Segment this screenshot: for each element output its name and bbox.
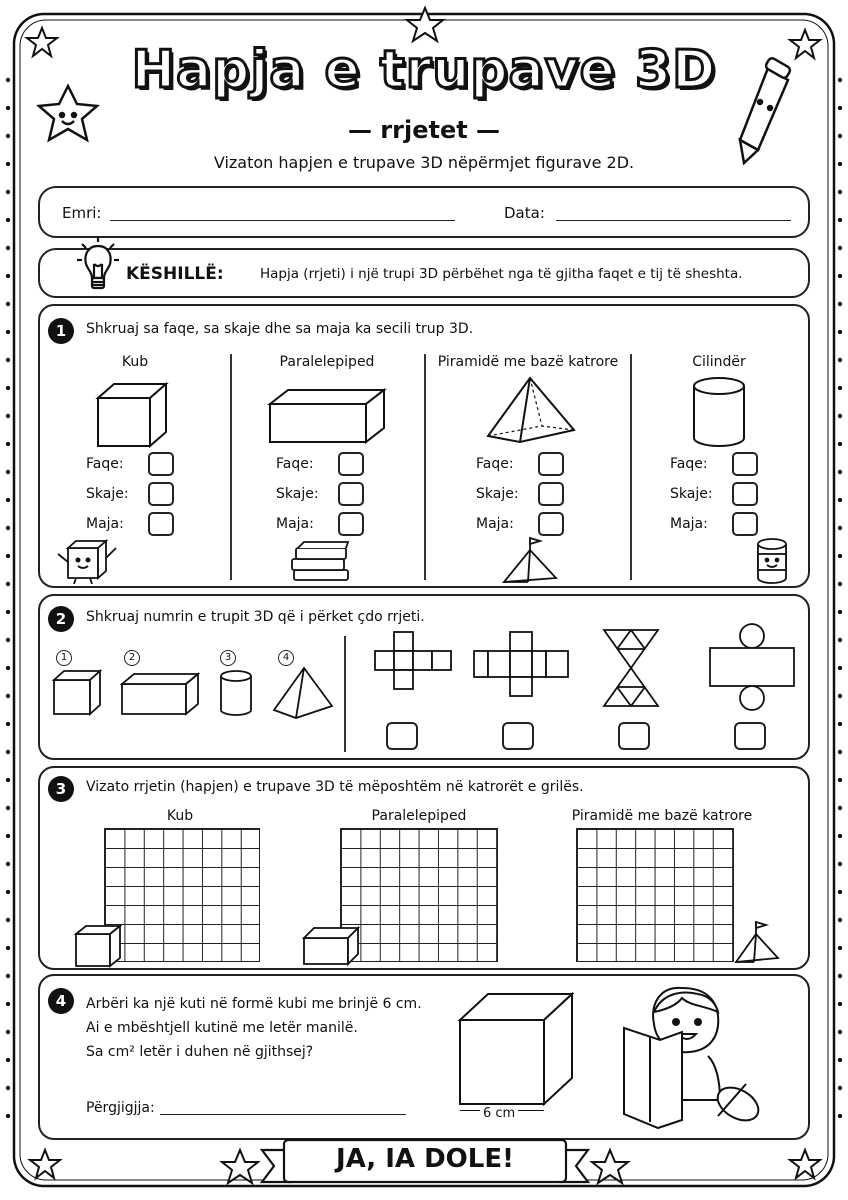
answer-box-maja[interactable]	[148, 512, 174, 536]
shape-label-cilinder: Cilindër	[692, 354, 746, 370]
row-label-maja: Maja:	[86, 516, 124, 532]
answer-box-faqe[interactable]	[732, 452, 758, 476]
answer-box-faqe[interactable]	[538, 452, 564, 476]
cuboid-drawing	[266, 388, 390, 444]
small-cylinder-drawing	[218, 668, 254, 720]
row-label-maja: Maja:	[476, 516, 514, 532]
cube-character-icon	[54, 538, 120, 586]
solid-number-4: 4	[278, 650, 294, 666]
answer-box-skaje[interactable]	[148, 482, 174, 506]
tip-label: KËSHILLË:	[126, 264, 224, 284]
name-field[interactable]	[110, 220, 455, 221]
cylinder-drawing	[690, 376, 748, 450]
section-1-panel	[38, 304, 810, 588]
column-divider	[230, 354, 232, 580]
small-cube-drawing	[74, 924, 122, 968]
net-answer-box-4[interactable]	[734, 722, 766, 750]
section-4-line-2: Ai e mbështjell kutinë me letër manilë.	[86, 1020, 358, 1036]
section-2-divider	[344, 636, 346, 752]
row-label-faqe: Faqe:	[276, 456, 314, 472]
section-4-line-3: Sa cm² letër i duhen në gjithsej?	[86, 1044, 314, 1060]
section-3-number: 3	[48, 776, 74, 802]
column-divider	[424, 354, 426, 580]
footer-banner-text: JA, IA DOLE!	[336, 1144, 514, 1174]
section-1-number: 1	[48, 318, 74, 344]
section-1-question: Shkruaj sa faqe, sa skaje dhe sa maja ka secili trup 3D.	[86, 321, 474, 337]
section-2-number: 2	[48, 606, 74, 632]
worksheet-intro: Vizaton hapjen e trupave 3D nëpërmjet figurave 2D.	[213, 153, 635, 172]
section-3-question: Vizato rrjetin (hapjen) e trupave 3D të mëposhtëm në katrorët e grilës.	[86, 779, 584, 795]
grid-label-kub: Kub	[166, 808, 194, 824]
row-label-faqe: Faqe:	[86, 456, 124, 472]
section-4-panel	[38, 974, 810, 1140]
net-answer-box-1[interactable]	[386, 722, 418, 750]
date-field[interactable]	[556, 220, 791, 221]
solid-number-2: 2	[124, 650, 140, 666]
solid-number-1: 1	[56, 650, 72, 666]
cube-net	[364, 630, 464, 710]
answer-box-maja[interactable]	[732, 512, 758, 536]
section-3-panel	[38, 766, 810, 970]
section-4-number: 4	[48, 988, 74, 1014]
worksheet-title: Hapja e trupave 3D	[131, 40, 717, 100]
small-cube-drawing	[52, 668, 104, 718]
answer-box-skaje[interactable]	[732, 482, 758, 506]
drawing-grid-paralelepiped[interactable]	[340, 828, 498, 962]
small-cuboid-drawing	[120, 672, 200, 716]
large-cube-drawing	[456, 992, 574, 1110]
row-label-skaje: Skaje:	[86, 486, 129, 502]
cuboid-net	[470, 630, 580, 710]
name-label: Emri:	[62, 204, 102, 222]
section-4-line-1: Arbëri ka një kuti në formë kubi me brinjë 6 cm.	[86, 996, 422, 1012]
answer-field[interactable]	[160, 1114, 406, 1115]
answer-box-skaje[interactable]	[538, 482, 564, 506]
can-character-icon	[754, 536, 790, 586]
row-label-skaje: Skaje:	[670, 486, 713, 502]
net-answer-box-3[interactable]	[618, 722, 650, 750]
row-label-skaje: Skaje:	[276, 486, 319, 502]
date-label: Data:	[504, 204, 545, 222]
row-label-faqe: Faqe:	[670, 456, 708, 472]
small-pyramid-flag-icon	[734, 918, 780, 966]
row-label-faqe: Faqe:	[476, 456, 514, 472]
small-pyramid-drawing	[272, 666, 334, 720]
drawing-grid-piramide[interactable]	[576, 828, 734, 962]
answer-box-maja[interactable]	[538, 512, 564, 536]
dimension-label: 6 cm	[480, 1106, 518, 1121]
pyramid-drawing	[486, 376, 576, 444]
cube-drawing	[94, 382, 174, 448]
answer-box-faqe[interactable]	[338, 452, 364, 476]
shape-label-paralelepiped: Paralelepiped	[279, 354, 375, 370]
section-2-question: Shkruaj numrin e trupit 3D që i përket çdo rrjeti.	[86, 609, 425, 625]
row-label-maja: Maja:	[276, 516, 314, 532]
pyramid-net	[596, 626, 666, 710]
shape-label-piramide: Piramidë me bazë katrore	[437, 354, 619, 370]
cylinder-net	[704, 622, 800, 722]
pyramid-flag-icon	[500, 536, 560, 586]
drawing-grid-kub[interactable]	[104, 828, 260, 962]
answer-label: Përgjigjja:	[86, 1100, 155, 1116]
solid-number-3: 3	[220, 650, 236, 666]
tip-panel	[38, 248, 810, 298]
boy-reading-map-illustration	[620, 980, 760, 1140]
row-label-skaje: Skaje:	[476, 486, 519, 502]
row-label-maja: Maja:	[670, 516, 708, 532]
net-answer-box-2[interactable]	[502, 722, 534, 750]
small-cuboid-drawing	[302, 926, 362, 966]
section-2-panel	[38, 594, 810, 760]
grid-label-piramide: Piramidë me bazë katrore	[571, 808, 753, 824]
shape-label-kub: Kub	[121, 354, 149, 370]
answer-box-maja[interactable]	[338, 512, 364, 536]
worksheet-subtitle: — rrjetet —	[347, 116, 501, 144]
student-info-panel	[38, 186, 810, 238]
answer-box-skaje[interactable]	[338, 482, 364, 506]
column-divider	[630, 354, 632, 580]
grid-label-paralelepiped: Paralelepiped	[371, 808, 467, 824]
answer-box-faqe[interactable]	[148, 452, 174, 476]
lightbulb-icon	[76, 234, 120, 296]
tip-text: Hapja (rrjeti) i një trupi 3D përbëhet nga të gjitha faqet e tij të sheshta.	[260, 266, 743, 282]
books-stack-icon	[290, 540, 352, 584]
